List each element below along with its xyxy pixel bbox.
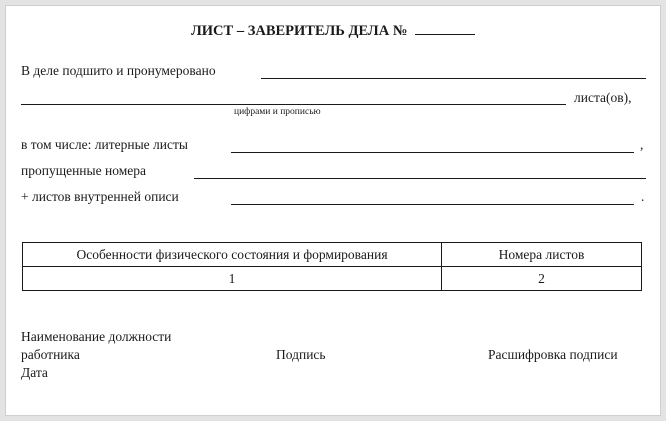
table-header-row <box>23 243 642 267</box>
letter-sheets-field[interactable] <box>231 152 634 153</box>
position-line-1: Наименование должности <box>21 329 172 344</box>
sheets-suffix: листа(ов), <box>574 90 632 105</box>
title-text: ЛИСТ – ЗАВЕРИТЕЛЬ ДЕЛА № <box>190 23 408 39</box>
table-row <box>23 267 642 291</box>
date-label: Дата <box>21 365 48 380</box>
header-condition: Особенности физического состояния и формирования <box>23 243 442 267</box>
letter-sheets-label: в том числе: литерные листы <box>21 137 188 152</box>
case-number-field[interactable] <box>415 20 475 35</box>
missing-numbers-field[interactable] <box>194 178 646 179</box>
position-line-2: работника <box>21 347 80 362</box>
missing-numbers-label: пропущенные номера <box>21 163 146 178</box>
signature-label: Подпись <box>276 347 326 362</box>
inner-inventory-punct: . <box>641 189 645 204</box>
page-title <box>6 20 660 40</box>
position-block <box>21 328 171 382</box>
cell-column-1[interactable]: 1 <box>23 267 442 291</box>
inner-inventory-field[interactable] <box>231 204 634 205</box>
digits-hint: цифрами и прописью <box>234 107 321 117</box>
header-sheet-numbers: Номера листов <box>442 243 642 267</box>
certification-sheet <box>5 5 661 416</box>
filed-count-field[interactable] <box>261 78 646 79</box>
cell-column-2[interactable]: 2 <box>442 267 642 291</box>
signature-decoding-label: Расшифровка подписи <box>488 347 618 362</box>
sheets-count-field[interactable] <box>21 104 566 105</box>
inner-inventory-label: + листов внутренней описи <box>21 189 179 204</box>
condition-table <box>22 242 642 291</box>
filed-label: В деле подшито и пронумеровано <box>21 63 216 78</box>
letter-sheets-punct: , <box>640 137 644 152</box>
